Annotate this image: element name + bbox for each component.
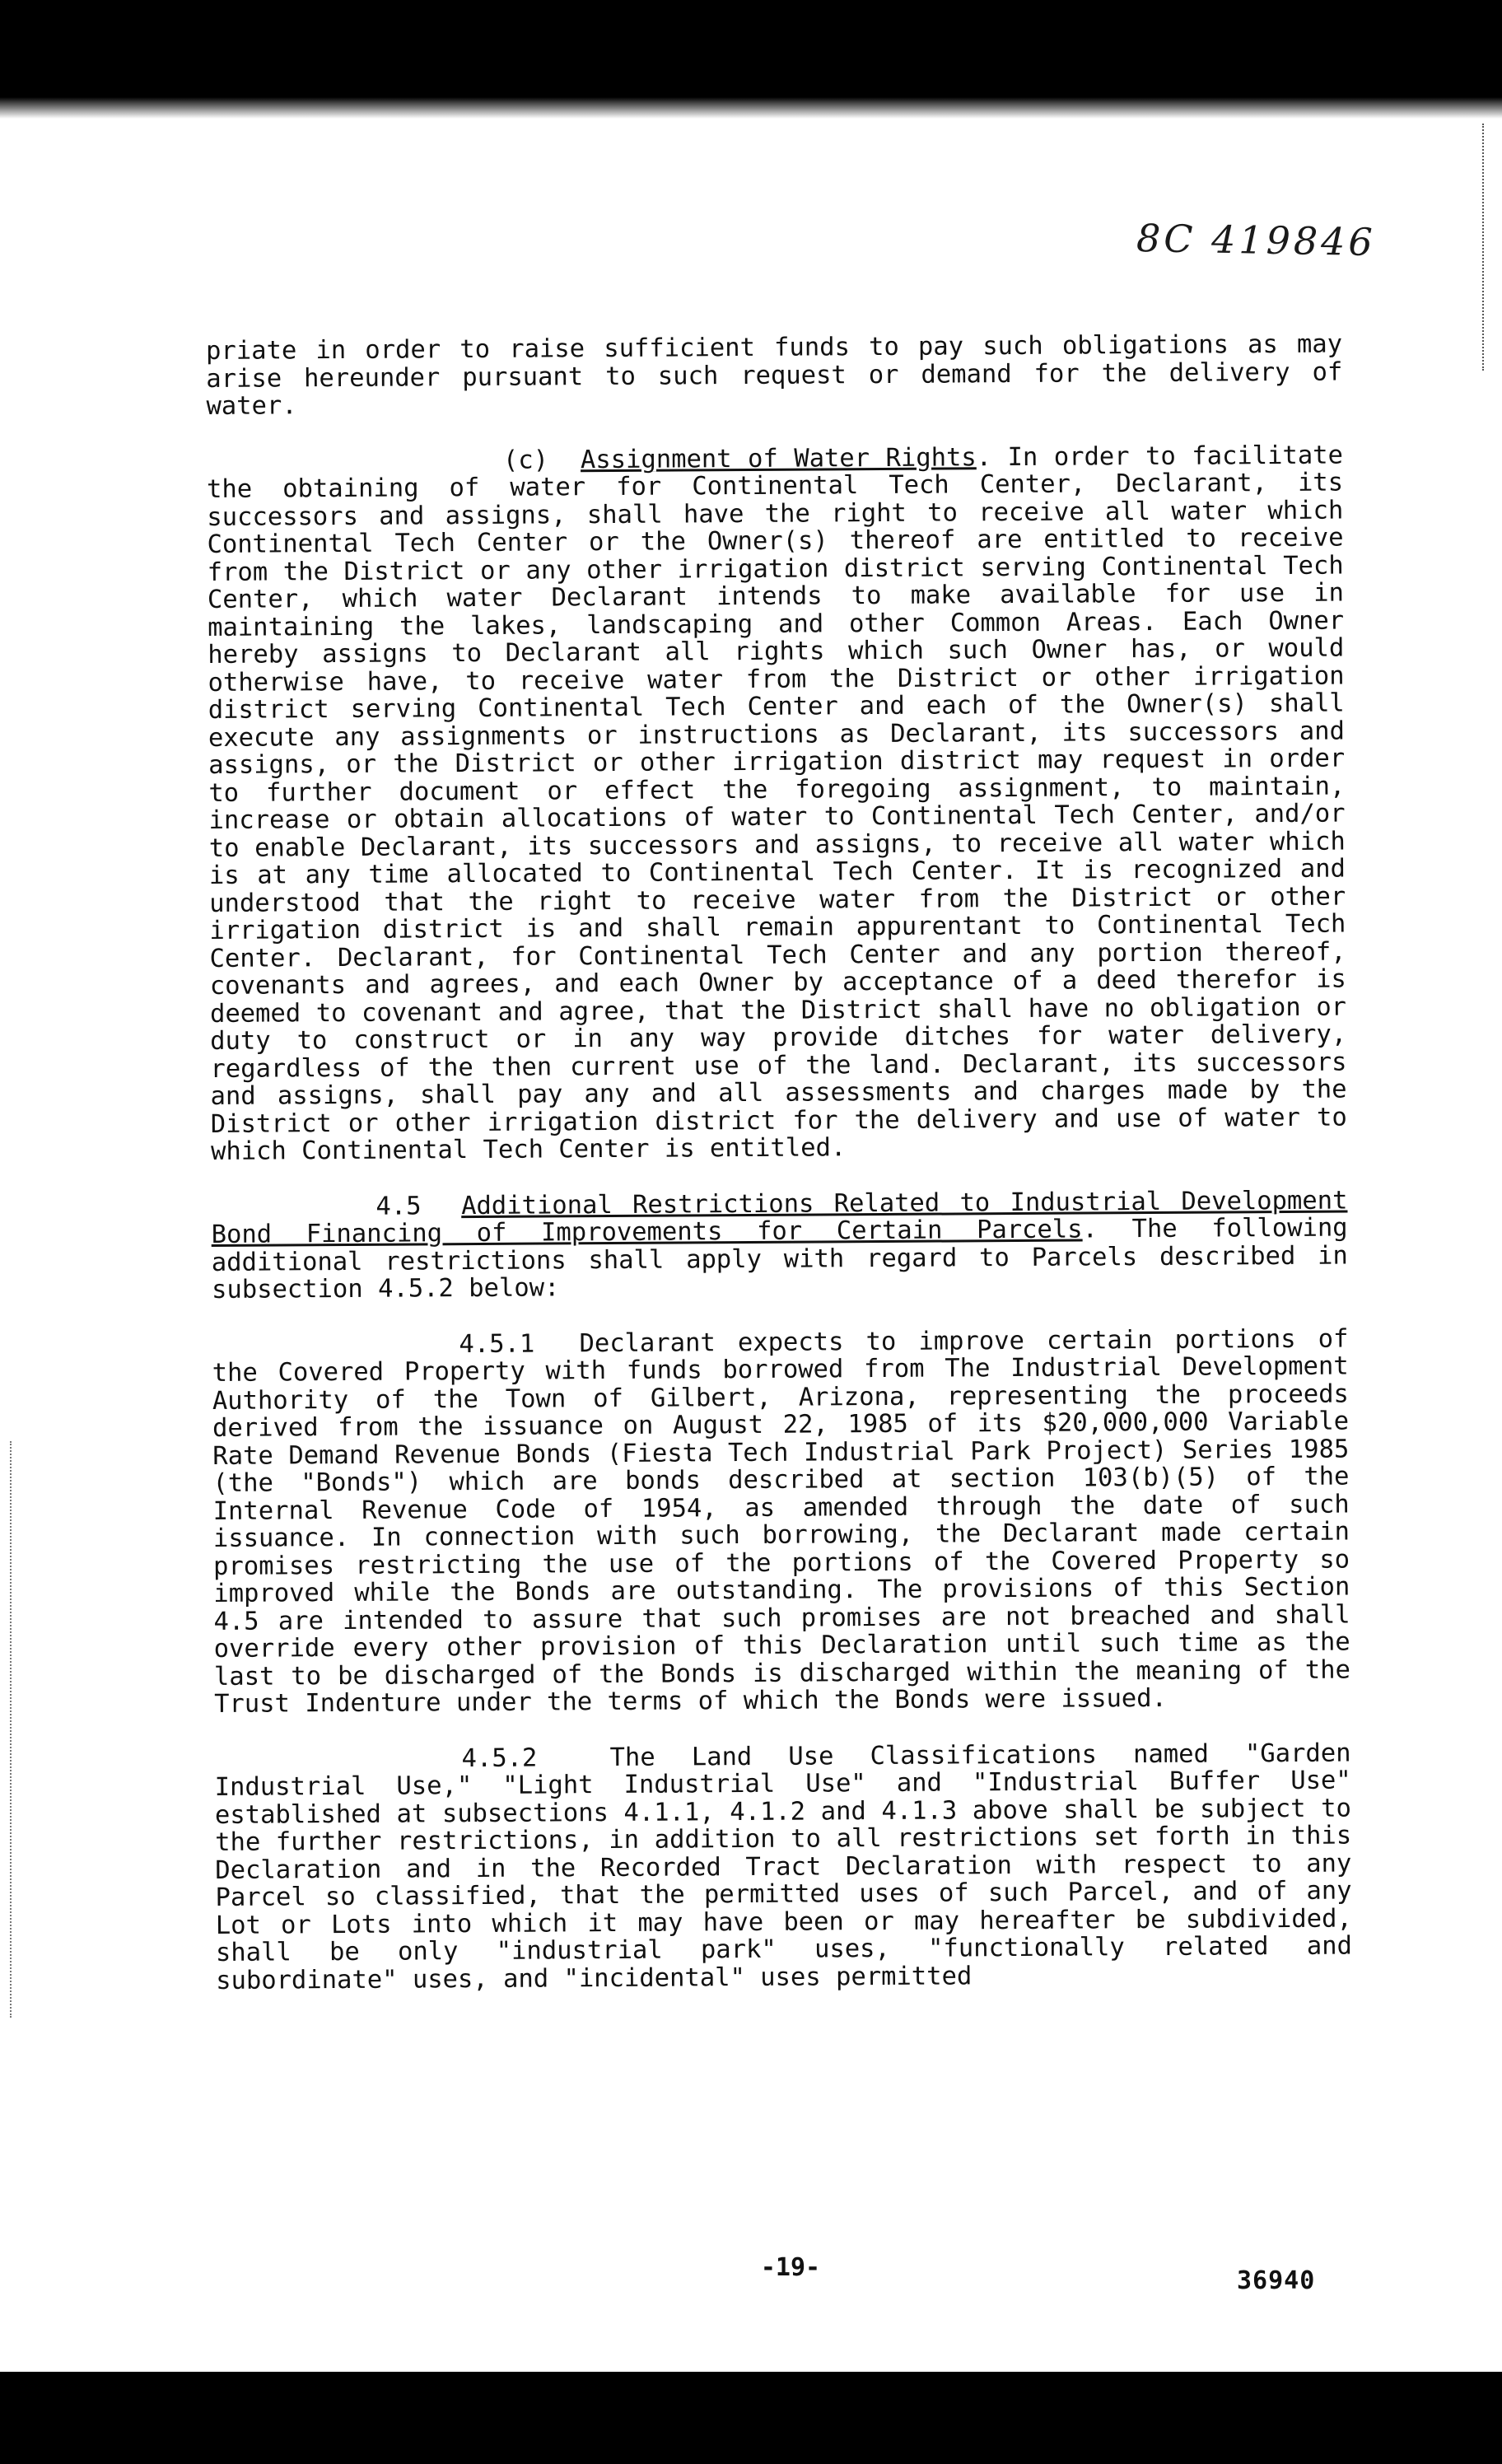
document-number: 8C 419846 xyxy=(1136,216,1377,265)
paragraph-text: . In order to facilitate the obtaining of water for Continental Tech Center, Declarant, its successors and assigns, shall have the right to receive all water which Continental Tech Center or the Owner(s) thereof are entitled to receive from the District or any other irrigation district serving Continental Tech Center, which water Declarant intends to make available for use in maintaining the lakes, landscaping and other Common Areas. Each Owner hereby assigns to Declarant all rights which such Owner has, or would otherwise have, to receive water from the District or other irrigation district serving Continental Tech Center and each of the Owner(s) shall execute any assignments or instructions as Declarant, its successors and assigns, or the District or other irrigation district may request in order to further document or effect the foregoing assignment, to maintain, increase or obtain allocations of water to Continental Tech Center, and/or to enable Declarant, its successors and assigns, to receive all water which is at any time allocated to Continental Tech Center. It is recognized and understood that the right to receive water from the District or other irrigation district is and shall remain appurentant to Continental Tech Center. Declarant, for Continental Tech Center and any portion thereof, covenants and agrees, and each Owner by acceptance of a deed therefor is deemed to covenant and agree, that the District shall have no obligation or duty to construct or in any way provide ditches for water delivery, regardless of the then current use of the land. Declarant, its successors and assigns, shall pay any and all assessments and charges made by the District or other irrigation district for the delivery and use of water to which Continental Tech Center is entitled. xyxy=(207,441,1347,1166)
paragraph-4-5 xyxy=(211,1187,1348,1304)
section-heading: Assignment of Water Rights xyxy=(580,442,977,474)
page-number: -19- xyxy=(760,2253,821,2282)
scan-margin-marks-right xyxy=(1482,124,1490,371)
paragraph-4-5-2 xyxy=(214,1739,1352,1995)
page-code: 36940 xyxy=(1237,2266,1316,2295)
scan-border-top-edge xyxy=(0,97,1502,119)
section-number: 4.5 xyxy=(376,1191,422,1221)
section-number: 4.5.2 xyxy=(461,1743,538,1773)
section-heading: Additional Restrictions Related to Industrial Development Bond Financing of Improvements for Certain Parcels xyxy=(211,1186,1348,1249)
section-number: 4.5.1 xyxy=(459,1329,535,1359)
paragraph-4-5-1 xyxy=(212,1325,1350,1718)
paragraph-label: (c) xyxy=(502,445,549,475)
scan-margin-marks-left xyxy=(10,1441,16,2018)
paragraph-text: . The following additional restrictions shall apply with regard to Parcels described in subsection 4.5.2 below: xyxy=(211,1213,1348,1304)
scan-border-bottom xyxy=(0,2372,1502,2464)
scan-border-top xyxy=(0,0,1502,107)
paragraph-text: Declarant expects to improve certain portions of the Covered Property with funds borrowed from The Industrial Development Authority of the Town of Gilbert, Arizona, representing the proceeds derived from the issuance on August 22, 1985 of its $20,000,000 Variable Rate Demand Revenue Bonds (Fiesta Tech Industrial Park Project) Series 1985 (the "Bonds") which are bonds described at section 103(b)(5) of the Internal Revenue Code of 1954, as amended through the date of such issuance. In connection with such borrowing, the Declarant made certain promises restricting the use of the portions of the Covered Property so improved while the Bonds are outstanding. The provisions of this Section 4.5 are intended to assure that such promises are not breached and shall override every other provision of this Declaration until such time as the last to be discharged of the Bonds is discharged within the meaning of the Trust Indenture under the terms of which the Bonds were issued. xyxy=(212,1324,1351,1719)
paragraph-text: The Land Use Classifications named "Garden Industrial Use," "Light Industrial Use" and "Industrial Buffer Use" established at subsections 4.1.1, 4.1.2 and 4.1.3 above shall be subject to the further restrictions, in addition to all restrictions set forth in this Declaration and in the Recorded Tract Declaration with respect to any Parcel so classified, that the permitted uses of such Parcel, and of any Lot or Lots into which it may have been or may hereafter be subdivided, shall be only "industrial park" uses, "functionally related and subordinate" uses, and "incidental" uses permitted xyxy=(214,1738,1353,1995)
document-body xyxy=(206,331,1352,1995)
paragraph-c-assignment-of-water-rights xyxy=(207,441,1347,1165)
paragraph-continuation: priate in order to raise sufficient funds to pay such obligations as may arise hereunder pursuant to such request or demand for the delivery of water. xyxy=(205,329,1343,421)
